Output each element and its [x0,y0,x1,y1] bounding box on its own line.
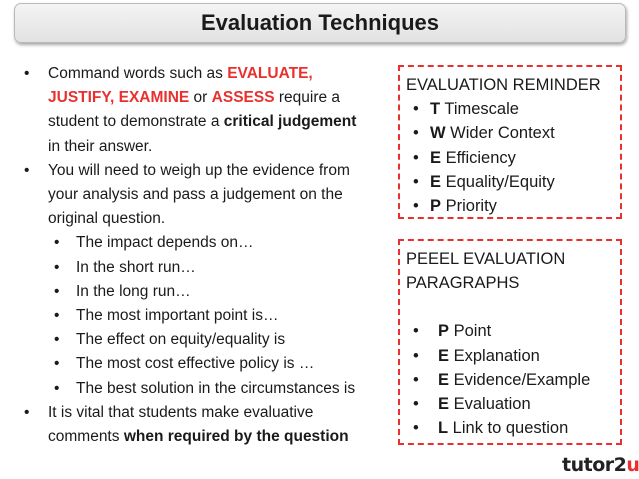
item-letter: E [438,370,450,389]
peeel-item [406,416,614,440]
bullet-icon: • [54,331,60,349]
sub-list-item [16,377,398,401]
bullet-icon: • [24,403,30,421]
bullet-line [48,62,398,86]
peeel-heading-line: PARAGRAPHS [406,274,520,293]
spacer [400,295,620,319]
bullet-icon: • [413,322,419,341]
sub-item-text: In the long run… [76,282,191,300]
item-text: Priority [441,197,497,216]
item-text: Timescale [440,100,519,119]
bullet-line: It is vital that students make evaluative [48,403,314,421]
sub-item-text: The impact depends on… [76,234,254,252]
command-word: ASSESS [211,89,275,107]
peeel-item [406,319,614,343]
command-word: EVALUATE, [227,65,313,82]
item-text: Evaluation [449,395,531,414]
peeel-paragraphs-box [398,239,622,445]
sub-item-text: The most cost effective policy is … [76,355,315,373]
bullet-line [48,110,398,134]
item-text: Efficiency [441,148,516,167]
reminder-item [406,121,614,145]
reminder-heading: EVALUATION REMINDER [406,76,601,94]
evaluation-reminder-box [398,65,622,219]
reminder-item [406,97,614,121]
text: or [189,89,212,107]
bullet-icon: • [54,282,60,300]
item-letter: P [438,322,450,341]
bullet-icon: • [24,161,30,179]
emphasis-text: when required by the question [123,428,349,446]
item-letter: E [430,172,442,191]
bullet-line: your analysis and pass a judgement on the [48,186,343,204]
peeel-list [400,319,620,440]
item-letter: E [438,395,450,414]
emphasis-text: critical judgement [223,113,357,131]
command-word: JUSTIFY, EXAMINE [48,89,190,107]
bullet-line [48,86,398,110]
title-bar [14,3,626,43]
text: require a [274,89,341,107]
reminder-item [406,146,614,170]
item-text: Wider Context [445,124,555,143]
item-text: Point [449,322,492,341]
peeel-heading [400,241,620,295]
text: comments [48,428,124,446]
item-letter: P [430,197,442,216]
peeel-heading-line: PEEEL EVALUATION [406,250,566,268]
list-item [16,401,398,449]
peeel-item [406,344,614,368]
bullet-icon: • [413,395,419,414]
sub-item-text: The effect on equity/equality is [76,331,286,349]
bullet-icon: • [54,307,60,325]
bullet-icon: • [54,258,60,276]
main-bullet-list [16,62,398,449]
sub-item-text: In the short run… [76,258,196,276]
logo-text: u [626,454,639,476]
bullet-icon: • [413,148,419,167]
bullet-line [48,135,398,159]
sub-list-item [16,280,398,304]
bullet-icon: • [54,379,60,397]
bullet-icon: • [413,419,419,438]
sub-item-text: The most important point is… [76,307,279,325]
bullet-icon: • [24,65,30,82]
bullet-icon: • [413,370,419,389]
bullet-line: original question. [48,210,166,228]
slide-title: Evaluation Techniques [201,10,439,35]
reminder-list [400,97,620,218]
list-item [16,159,398,232]
sub-item-text: The best solution in the circumstances is [76,379,356,397]
bullet-icon: • [413,197,419,216]
bullet-icon: • [413,346,419,365]
text: student to demonstrate a [48,113,224,131]
tutor2u-logo [562,454,639,476]
peeel-item [406,368,614,392]
item-letter: T [430,100,441,119]
bullet-icon: • [54,355,60,373]
sub-list-item [16,256,398,280]
item-letter: E [430,148,442,167]
item-text: Link to question [448,419,569,438]
item-letter: W [430,124,446,143]
sub-list-item [16,352,398,376]
bullet-icon: • [413,172,419,191]
bullet-line: You will need to weigh up the evidence from [48,161,350,179]
item-text: Explanation [449,346,540,365]
reminder-item [406,170,614,194]
item-text: Equality/Equity [441,172,555,191]
text: in their answer. [48,137,153,155]
reminder-item [406,194,614,218]
sub-list-item [16,304,398,328]
text: Command words such as [48,65,228,82]
bullet-line [48,425,398,449]
sub-list-item [16,231,398,255]
item-letter: L [438,419,449,438]
logo-text: tutor [562,454,614,476]
bullet-icon: • [413,124,419,143]
list-item [16,62,398,159]
item-text: Evidence/Example [449,370,591,389]
sub-list-item [16,328,398,352]
logo-text: 2 [613,454,627,476]
bullet-icon: • [54,234,60,252]
bullet-icon: • [413,100,419,119]
item-letter: E [438,346,450,365]
peeel-item [406,392,614,416]
